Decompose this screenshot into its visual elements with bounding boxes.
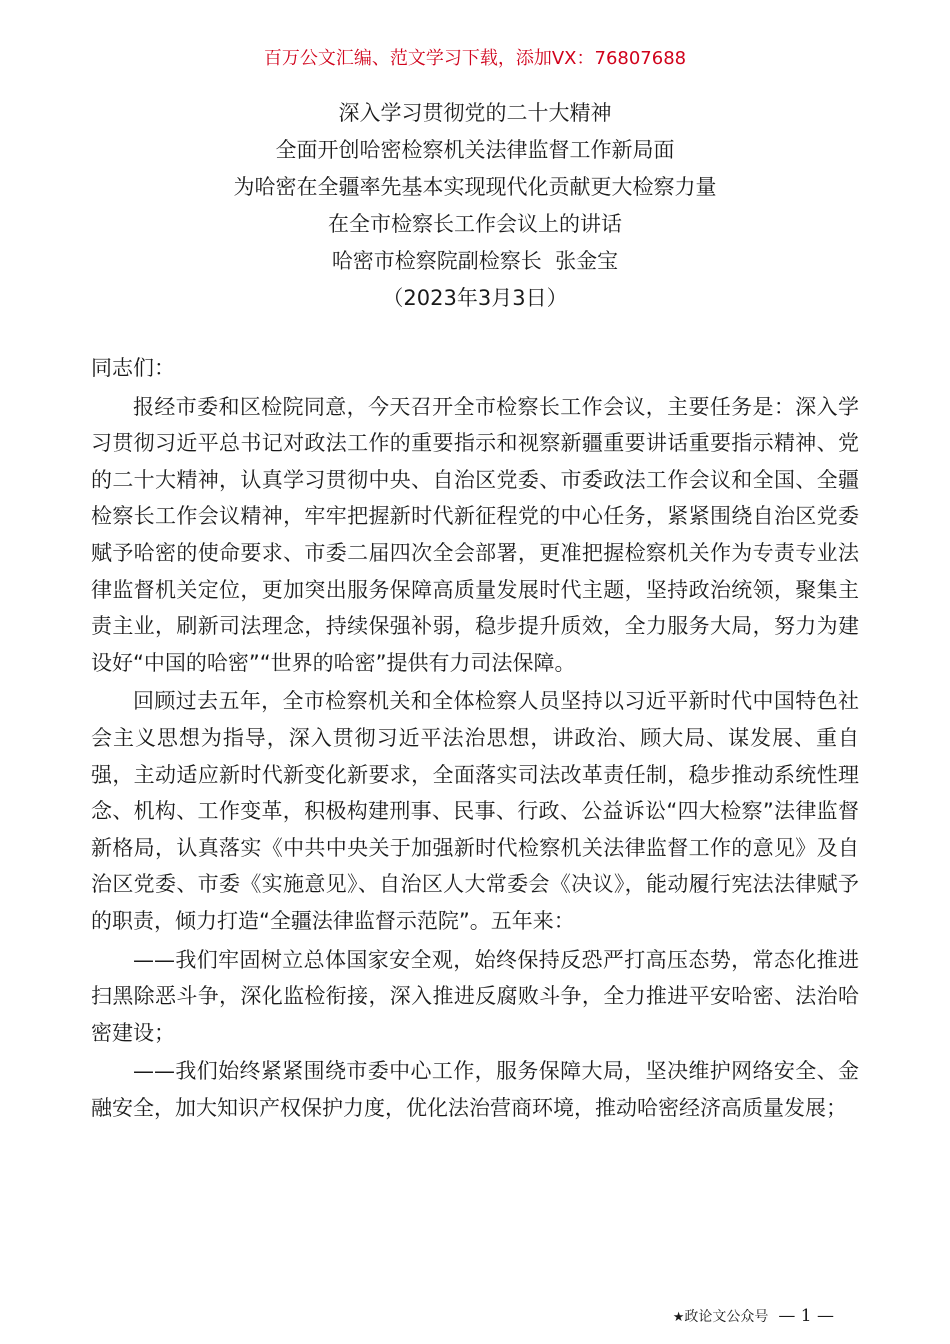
title-line-3: 为哈密在全疆率先基本实现现代化贡献更大检察力量 — [233, 175, 717, 199]
star-icon: ★ — [672, 1310, 685, 1325]
title-line-4: 在全市检察长工作会议上的讲话 — [328, 212, 622, 236]
speaker-line: 哈密市检察院副检察长 张金宝 — [331, 249, 619, 273]
paragraph-2: 回顾过去五年，全市检察机关和全体检察人员坚持以习近平新时代中国特色社会主义思想为指导，深入贯彻习近平法治思想，讲政治、顾大局、谋发展、重自强，主动适应新时代新变化新要求，全面落实司法改革责任制，稳步推动系统性理念、机构、工作变革，积极构建刑事、民事、行政、公益诉讼“四大检察”法律监督新格局，认真落实《中共中央关于加强新时代检察机关法律监督工作的意见》及自治区党委、市委《实施意见》、自治区人大常委会《决议》，能动履行宪法法律赋予的职责，倾力打造“全疆法律监督示范院”。五年来： — [91, 689, 859, 933]
page-footer — [673, 1306, 834, 1328]
paragraph-4: ——我们始终紧紧围绕市委中心工作，服务保障大局，坚决维护网络安全、金融安全，加大知识产权保护力度，优化法治营商环境，推动哈密经济高质量发展； — [91, 1059, 859, 1120]
title-line-1: 深入学习贯彻党的二十大精神 — [338, 101, 612, 125]
salutation: 同志们： — [91, 356, 175, 380]
speech-body — [91, 350, 859, 1126]
promo-banner: 百万公文汇编、范文学习下载，添加VX：76807688 — [263, 48, 687, 69]
date-line: （2023年3月3日） — [382, 286, 568, 310]
page-number: — 1 — — [778, 1306, 834, 1326]
paragraph-3: ——我们牢固树立总体国家安全观，始终保持反恐严打高压态势，常态化推进扫黑除恶斗争，深化监检衔接，深入推进反腐败斗争，全力推进平安哈密、法治哈密建设； — [91, 947, 859, 1045]
footer-source: 政论文公众号 — [684, 1309, 769, 1325]
title-block — [0, 95, 950, 317]
paragraph-1: 报经市委和区检院同意，今天召开全市检察长工作会议，主要任务是：深入学习贯彻习近平总书记对政法工作的重要指示和视察新疆重要讲话重要指示精神、党的二十大精神，认真学习贯彻中央、自治区党委、市委政法工作会议和全国、全疆检察长工作会议精神，牢牢把握新时代新征程党的中心任务，紧紧围绕自治区党委赋予哈密的使命要求、市委二届四次全会部署，更准把握检察机关作为专责专业法律监督机关定位，更加突出服务保障高质量发展时代主题，坚持政治统领，聚集主责主业，刷新司法理念，持续保强补弱，稳步提升质效，全力服务大局，努力为建设好“中国的哈密”“世界的哈密”提供有力司法保障。 — [91, 394, 859, 675]
title-line-2: 全面开创哈密检察机关法律监督工作新局面 — [275, 138, 675, 162]
